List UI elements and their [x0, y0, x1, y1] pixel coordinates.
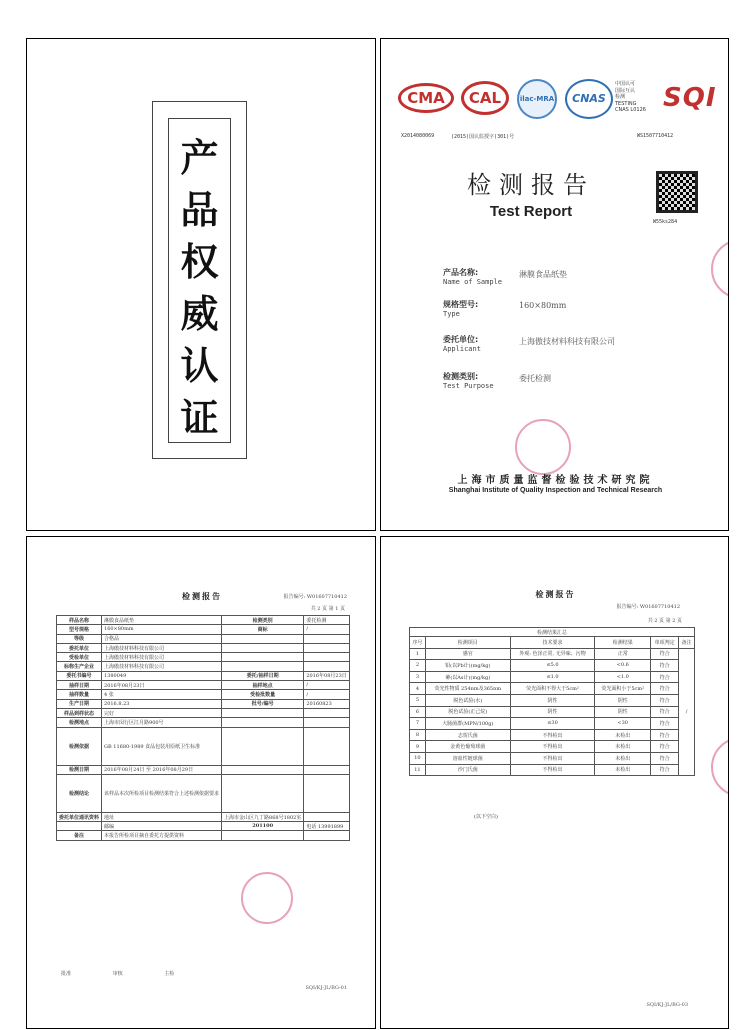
table-cell: 2016年08月24日 至 2016年08月29日: [102, 765, 222, 774]
table-row: [57, 690, 350, 699]
table-cell: 符合: [651, 741, 679, 753]
table-cell: 完好: [102, 708, 222, 717]
table-cell: 2: [410, 660, 426, 672]
cnas-accreditation-text: 中国认可 国际互认 检测 TESTING CNAS L0126: [615, 81, 646, 113]
title-char: 威: [180, 292, 219, 336]
table-row: [57, 643, 350, 652]
official-seal-icon: [241, 872, 293, 924]
table-cell: 委托检测: [304, 616, 349, 625]
table-cell: 地址: [102, 812, 222, 821]
table-cell: 上海傲技材料科技有限公司: [102, 662, 222, 671]
table-cell: 委托单位: [57, 643, 102, 652]
table-cell: [304, 708, 349, 717]
results-end-note: (以下空白): [474, 814, 498, 820]
results-title: 检测报告: [535, 589, 576, 599]
table-cell: 9: [410, 741, 426, 753]
table-cell: 检测依据: [57, 727, 102, 765]
table-cell: 检测类别: [222, 616, 304, 625]
table-cell: 抽样数量: [57, 690, 102, 699]
table-cell: [304, 831, 349, 840]
table-cell: [222, 708, 304, 717]
table-cell: ≤1.0: [510, 671, 595, 683]
table-cell: /: [304, 690, 349, 699]
table-cell: 符合: [651, 752, 679, 764]
field-type: 规格型号: Type 160×80mm: [443, 300, 567, 318]
table-cell: 3: [410, 671, 426, 683]
table-row: [410, 694, 695, 706]
table-cell: 抽样日期: [57, 681, 102, 690]
table-cell: 邮编: [102, 822, 222, 831]
table-cell: 6: [410, 706, 426, 718]
table-row: [57, 662, 350, 671]
table-cell: 不得检出: [510, 729, 595, 741]
table-cell: GB 11680-1989 食品包装用原纸卫生标准: [102, 727, 222, 765]
table-row: [410, 660, 695, 672]
column-header: 检测结果: [595, 637, 651, 649]
column-header: 技术要求: [510, 637, 595, 649]
table-row: [57, 765, 350, 774]
form-signatures: 批准 审核 主检: [61, 971, 175, 977]
title-char: 认: [180, 344, 219, 388]
table-cell: 未检出: [595, 741, 651, 753]
table-cell: 未检出: [595, 752, 651, 764]
table-row: [57, 822, 350, 831]
table-row: [410, 729, 695, 741]
table-cell: 受检单位: [57, 653, 102, 662]
table-cell: 检测结论: [57, 774, 102, 812]
table-cell: 感官: [425, 648, 510, 660]
title-text: [169, 119, 230, 444]
remark-cell: /: [679, 648, 695, 776]
table-cell: 样品到样状态: [57, 708, 102, 717]
panel-report-results: [380, 536, 729, 1029]
table-cell: 备注: [57, 831, 102, 840]
table-row: [410, 671, 695, 683]
table-cell: 未检出: [595, 729, 651, 741]
sqi-logo-icon: SQI: [663, 83, 717, 113]
cnas-logo-icon: CNAS: [565, 79, 613, 119]
table-row: [410, 683, 695, 695]
cma-logo-icon: CMA: [398, 83, 454, 113]
institute-name: 上海市质量监督检验技术研究院: [457, 475, 654, 486]
table-cell: 金黄色葡萄球菌: [425, 741, 510, 753]
table-cell: 溶血性链球菌: [425, 752, 510, 764]
title-frame-inner: [168, 118, 231, 443]
institute-name-en: Shanghai Institute of Quality Inspection and Technical Research: [448, 487, 663, 494]
table-row: [410, 648, 695, 660]
table-row: [57, 727, 350, 765]
table-cell: 201100: [222, 822, 304, 831]
table-cell: 2016年08月23日: [102, 681, 222, 690]
table-cell: [304, 774, 349, 812]
table-cell: 上海市金山区九丁路868号1802室: [222, 812, 304, 821]
table-cell: 荧光面积小于5cm²: [595, 683, 651, 695]
form-title: 检测报告: [182, 591, 222, 601]
table-cell: ≤5.0: [510, 660, 595, 672]
table-header-row: [410, 637, 695, 649]
cert-number-right: WS15077104​12: [637, 133, 674, 139]
table-cell: 志贺氏菌: [425, 729, 510, 741]
table-row: [57, 653, 350, 662]
field-test-purpose: 检测类别: Test Purpose 委托检测: [443, 372, 551, 390]
cal-logo-icon: CAL: [461, 81, 509, 115]
table-cell: [222, 727, 304, 765]
table-cell: 7: [410, 718, 426, 730]
table-cell: 该样品本次所检项目检测结果符合上述检测依据要求: [102, 774, 222, 812]
table-row: [57, 699, 350, 708]
table-cell: 检测地点: [57, 718, 102, 727]
table-cell: [304, 634, 349, 643]
table-cell: 外观: 色泽正常, 无异味、污物: [510, 648, 595, 660]
results-report-number: 报告编号: W01607710412: [616, 604, 680, 610]
results-doc-code: SQI/KJ-JL/BG-03: [646, 1002, 688, 1008]
table-cell: <30: [595, 718, 651, 730]
results-caption: 检测结果汇总: [410, 628, 695, 637]
panel-report-cover: [380, 38, 729, 531]
official-seal-icon: [711, 239, 729, 299]
table-cell: 合格品: [102, 634, 222, 643]
table-cell: 铅(以Pb计)(mg/kg): [425, 660, 510, 672]
table-cell: 阴性: [510, 706, 595, 718]
table-cell: 上海傲技材料科技有限公司: [102, 653, 222, 662]
table-cell: 等级: [57, 634, 102, 643]
table-cell: <1.0: [595, 671, 651, 683]
table-cell: 未检出: [595, 764, 651, 776]
table-cell: 符合: [651, 648, 679, 660]
table-cell: [304, 727, 349, 765]
table-cell: 上海市闵行区江月路900号: [102, 718, 222, 727]
table-cell: [222, 718, 304, 727]
report-title: 检测报告: [467, 171, 595, 199]
table-cell: 上海傲技材料科技有限公司: [102, 643, 222, 652]
official-seal-icon: [711, 737, 729, 797]
column-header: 备注: [679, 637, 695, 649]
table-cell: 批号/编号: [222, 699, 304, 708]
qr-code-icon: [656, 171, 698, 213]
table-cell: [222, 634, 304, 643]
table-cell: 砷(以As计)(mg/kg): [425, 671, 510, 683]
title-char: 产: [180, 136, 219, 180]
title-char: 权: [180, 240, 219, 284]
table-cell: [304, 653, 349, 662]
table-cell: [222, 653, 304, 662]
panel-title-card: [26, 38, 376, 531]
table-cell: 委托单位通讯资料: [57, 812, 102, 821]
table-cell: [222, 643, 304, 652]
table-cell: ≤30: [510, 718, 595, 730]
table-cell: 符合: [651, 706, 679, 718]
table-row: [57, 681, 350, 690]
table-cell: [57, 822, 102, 831]
table-cell: 符合: [651, 694, 679, 706]
table-cell: [222, 765, 304, 774]
title-char: 证: [180, 396, 219, 440]
table-cell: 沙门氏菌: [425, 764, 510, 776]
table-cell: 大肠菌群(MPN/100g): [425, 718, 510, 730]
table-cell: 阴性: [595, 706, 651, 718]
form-page-number: 共 2 页 第 1 页: [310, 606, 345, 612]
table-cell: 4 张: [102, 690, 222, 699]
title-frame-outer: [152, 101, 247, 459]
table-cell: 委托书编号: [57, 671, 102, 680]
column-header: 检测项目: [425, 637, 510, 649]
form-table: [56, 615, 350, 841]
table-cell: 本报告所检项目摘自委托方提供资料: [102, 831, 222, 840]
table-cell: [304, 718, 349, 727]
table-row: [57, 625, 350, 634]
table-cell: <0.6: [595, 660, 651, 672]
field-sample-name: 产品名称: Name of Sample 淋膜食品纸垫: [443, 268, 567, 286]
table-cell: 不得检出: [510, 752, 595, 764]
cert-number-mid: (2015)国认监授字(301)号: [451, 134, 515, 140]
table-cell: 符合: [651, 683, 679, 695]
panel-report-form: [26, 536, 376, 1029]
table-cell: 正常: [595, 648, 651, 660]
table-cell: 委托/抽样日期: [222, 671, 304, 680]
table-cell: 脱色试验(水): [425, 694, 510, 706]
table-cell: 2016.8.23: [102, 699, 222, 708]
report-subtitle: Test Report: [489, 203, 573, 220]
table-cell: 抽样地点: [222, 681, 304, 690]
table-cell: 生产日期: [57, 699, 102, 708]
table-cell: 160×80mm: [102, 625, 222, 634]
certification-logos: [393, 79, 718, 123]
table-cell: [304, 643, 349, 652]
table-cell: 标称生产企业: [57, 662, 102, 671]
results-table: [409, 627, 695, 776]
table-cell: 11: [410, 764, 426, 776]
table-row: [57, 774, 350, 812]
table-cell: 受检批数量: [222, 690, 304, 699]
table-cell: [222, 662, 304, 671]
table-cell: 符合: [651, 718, 679, 730]
table-cell: 1380049: [102, 671, 222, 680]
table-cell: 脱色试验(正己烷): [425, 706, 510, 718]
table-cell: 5: [410, 694, 426, 706]
table-cell: 淋膜食品纸垫: [102, 616, 222, 625]
table-cell: 4: [410, 683, 426, 695]
table-cell: 1: [410, 648, 426, 660]
table-cell: [304, 765, 349, 774]
table-cell: 符合: [651, 671, 679, 683]
table-row: [410, 706, 695, 718]
table-cell: [222, 774, 304, 812]
column-header: 序号: [410, 637, 426, 649]
qr-code-number: W55ks284: [653, 219, 678, 225]
table-cell: 符合: [651, 764, 679, 776]
form-report-number: 报告编号: W01607710412: [283, 594, 347, 600]
table-cell: 检测日期: [57, 765, 102, 774]
table-cell: [304, 812, 349, 821]
table-row: [57, 634, 350, 643]
table-row: [410, 752, 695, 764]
table-cell: 不得检出: [510, 764, 595, 776]
ilac-mra-logo-icon: ilac-MRA: [517, 79, 557, 119]
title-char: 品: [180, 188, 219, 232]
table-row: [410, 718, 695, 730]
table-cell: [222, 831, 304, 840]
field-applicant: 委托单位: Applicant 上海傲技材料科技有限公司: [443, 335, 615, 353]
table-row: [57, 812, 350, 821]
table-row: [410, 741, 695, 753]
table-cell: 8: [410, 729, 426, 741]
table-cell: 荧光性物质 254nm及365nm: [425, 683, 510, 695]
table-cell: /: [304, 625, 349, 634]
table-row: [410, 764, 695, 776]
table-row: [57, 718, 350, 727]
table-cell: 20160823: [304, 699, 349, 708]
table-cell: 符合: [651, 660, 679, 672]
table-row: [57, 708, 350, 717]
table-cell: 不得检出: [510, 741, 595, 753]
cert-number-left: X2014080069: [401, 133, 435, 139]
form-doc-code: SQI/KJ-JL/BG-01: [305, 985, 347, 991]
table-cell: /: [304, 681, 349, 690]
column-header: 单项判定: [651, 637, 679, 649]
table-cell: [304, 662, 349, 671]
table-cell: 商标: [222, 625, 304, 634]
table-cell: 2016年08月23日: [304, 671, 349, 680]
table-row: [57, 671, 350, 680]
table-cell: 电话 13991899: [304, 822, 349, 831]
results-page-number: 共 2 页 第 2 页: [647, 618, 682, 624]
table-cell: 10: [410, 752, 426, 764]
table-cell: 阴性: [510, 694, 595, 706]
table-cell: 符合: [651, 729, 679, 741]
table-cell: 型号规格: [57, 625, 102, 634]
table-row: [57, 616, 350, 625]
table-cell: 样品名称: [57, 616, 102, 625]
table-cell: 阴性: [595, 694, 651, 706]
table-cell: 荧光面积不得大于5cm²: [510, 683, 595, 695]
table-row: [57, 831, 350, 840]
official-seal-icon: [515, 419, 571, 475]
